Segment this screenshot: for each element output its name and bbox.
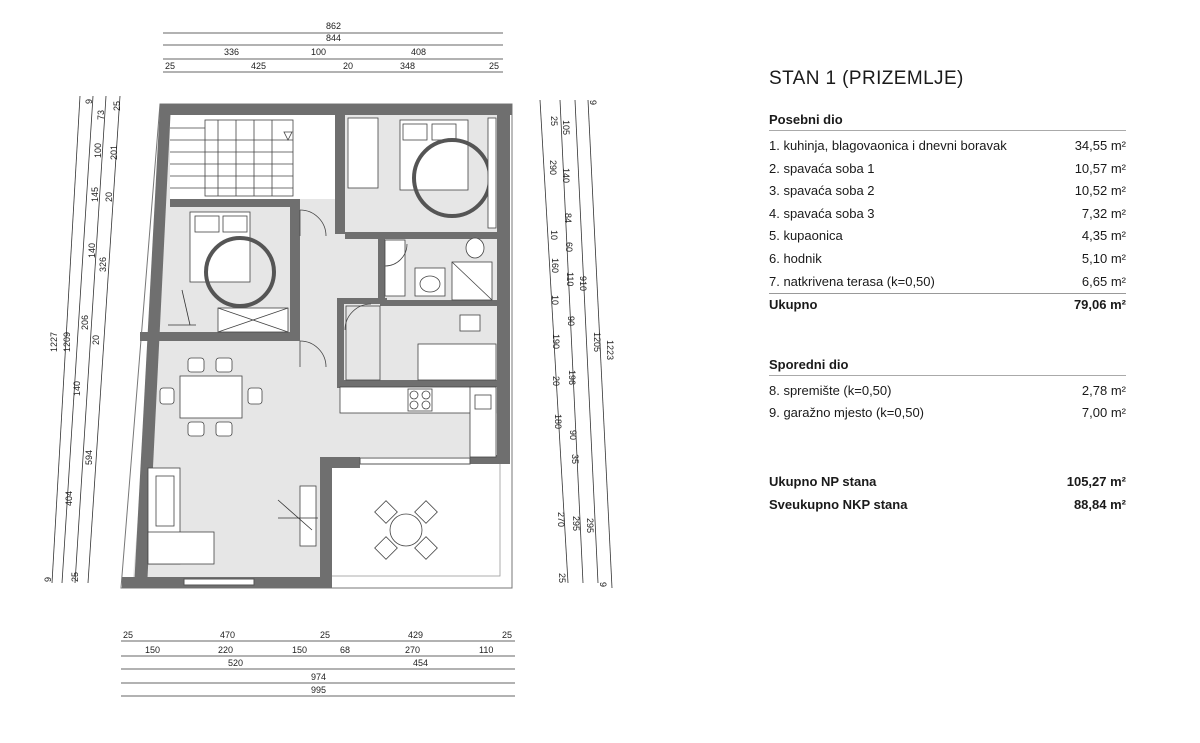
area-row bbox=[769, 248, 1126, 271]
summary-label: Ukupno NP stana bbox=[769, 473, 877, 489]
dim-top-862: 862 bbox=[326, 21, 342, 31]
dim-bottom-150a: 150 bbox=[145, 645, 161, 655]
dim-right-9b: 9 bbox=[598, 582, 608, 588]
section-posebni-heading: Posebni dio bbox=[769, 112, 1126, 131]
dim-bottom-25b: 25 bbox=[320, 630, 331, 640]
dim-top-408: 408 bbox=[411, 47, 427, 57]
dim-bottom-995: 995 bbox=[311, 685, 327, 695]
summary-row-nkp bbox=[769, 494, 1126, 517]
area-row-value: 34,55 m² bbox=[1074, 138, 1126, 153]
area-row-label: 3. spavaća soba 2 bbox=[769, 183, 875, 199]
dim-right-290: 290 bbox=[548, 160, 558, 176]
area-total-label: Ukupno bbox=[769, 297, 818, 313]
dim-right-160: 160 bbox=[550, 258, 560, 274]
area-row-label: 7. natkrivena terasa (k=0,50) bbox=[769, 273, 935, 289]
dim-right-90b: 90 bbox=[568, 430, 578, 441]
dim-right-84: 84 bbox=[563, 213, 573, 224]
dim-left-145: 145 bbox=[90, 186, 100, 202]
area-total-value: 79,06 m² bbox=[1073, 297, 1126, 313]
dim-right-196: 196 bbox=[567, 370, 577, 386]
dim-bottom-110: 110 bbox=[479, 645, 494, 655]
dim-bottom-25a: 25 bbox=[123, 630, 134, 640]
dim-bottom-68: 68 bbox=[340, 645, 351, 655]
dim-right-10a: 10 bbox=[549, 230, 559, 241]
dim-right-20: 20 bbox=[551, 376, 561, 387]
dim-left-404: 404 bbox=[64, 490, 74, 506]
dim-right-295a: 295 bbox=[571, 516, 581, 532]
dim-right-910: 910 bbox=[578, 276, 588, 292]
dim-right-9a: 9 bbox=[588, 100, 598, 106]
left-dim-labels bbox=[43, 99, 122, 582]
area-total-row bbox=[769, 293, 1126, 317]
area-row-label: 5. kupaonica bbox=[769, 228, 843, 244]
right-dim-labels bbox=[548, 100, 615, 587]
dim-left-1227: 1227 bbox=[49, 331, 59, 352]
area-row bbox=[769, 380, 1126, 403]
area-row-value: 7,32 m² bbox=[1081, 205, 1126, 221]
summary-list bbox=[769, 471, 1126, 516]
area-row-value: 10,52 m² bbox=[1074, 183, 1126, 199]
summary-label: Sveukupno NKP stana bbox=[769, 496, 908, 512]
dim-bottom-220: 220 bbox=[218, 645, 234, 655]
summary-value: 105,27 m² bbox=[1066, 473, 1126, 489]
section-posebni-list bbox=[769, 135, 1126, 317]
dim-bottom-150b: 150 bbox=[292, 645, 308, 655]
section-sporedni-list bbox=[769, 380, 1126, 425]
dim-left-25b: 25 bbox=[70, 571, 80, 582]
area-row-label: 1. kuhinja, blagovaonica i dnevni boravak bbox=[769, 138, 1007, 153]
dim-right-270: 270 bbox=[556, 512, 566, 528]
dim-right-1223: 1223 bbox=[605, 340, 615, 361]
dim-top-100: 100 bbox=[311, 47, 327, 57]
dim-right-10b: 10 bbox=[550, 295, 560, 306]
area-row bbox=[769, 180, 1126, 203]
dim-bottom-25c: 25 bbox=[502, 630, 513, 640]
dim-top-25a: 25 bbox=[165, 61, 176, 71]
dim-left-594: 594 bbox=[84, 449, 94, 465]
area-row-label: 8. spremište (k=0,50) bbox=[769, 382, 892, 398]
dim-bottom-270: 270 bbox=[405, 645, 421, 655]
area-row-label: 9. garažno mjesto (k=0,50) bbox=[769, 405, 924, 421]
dim-right-180: 180 bbox=[553, 414, 563, 430]
dim-bottom-429: 429 bbox=[408, 630, 424, 640]
area-row bbox=[769, 135, 1126, 158]
apartment-title: STAN 1 (PRIZEMLJE) bbox=[769, 68, 964, 89]
dim-left-20b: 20 bbox=[91, 334, 101, 345]
section-sporedni-heading: Sporedni dio bbox=[769, 357, 1126, 376]
dim-bottom-974: 974 bbox=[311, 672, 327, 682]
dim-bottom-454: 454 bbox=[413, 658, 429, 668]
dim-left-73: 73 bbox=[96, 109, 106, 120]
dim-left-140a: 140 bbox=[87, 242, 97, 258]
area-row-value: 7,00 m² bbox=[1081, 405, 1126, 421]
dim-right-35: 35 bbox=[570, 454, 580, 465]
dim-right-110: 110 bbox=[565, 272, 575, 287]
dim-top-844: 844 bbox=[326, 33, 342, 43]
area-row-label: 6. hodnik bbox=[769, 250, 822, 266]
area-row-value: 4,35 m² bbox=[1081, 228, 1126, 244]
dim-right-60: 60 bbox=[564, 242, 574, 253]
dim-left-9a: 9 bbox=[84, 98, 94, 104]
area-row bbox=[769, 225, 1126, 248]
dim-top-336: 336 bbox=[224, 47, 240, 57]
dim-right-190: 190 bbox=[551, 334, 561, 350]
staircase-area bbox=[170, 114, 335, 199]
area-row-label: 2. spavaća soba 1 bbox=[769, 160, 875, 176]
area-summary-panel bbox=[769, 68, 1126, 516]
area-row-value: 10,57 m² bbox=[1074, 160, 1126, 176]
area-row-value: 2,78 m² bbox=[1081, 382, 1126, 398]
area-row-label: 4. spavaća soba 3 bbox=[769, 205, 875, 221]
area-row bbox=[769, 271, 1126, 294]
dim-left-140b: 140 bbox=[72, 380, 82, 396]
area-row-value: 6,65 m² bbox=[1081, 273, 1126, 289]
dim-left-100: 100 bbox=[93, 142, 103, 158]
dim-left-326: 326 bbox=[98, 256, 108, 272]
summary-value: 88,84 m² bbox=[1073, 496, 1126, 512]
dim-right-295b: 295 bbox=[585, 518, 595, 534]
dim-left-9b: 9 bbox=[43, 576, 53, 582]
dim-right-25b: 25 bbox=[557, 573, 567, 584]
dim-bottom-470: 470 bbox=[220, 630, 236, 640]
dim-top-25b: 25 bbox=[489, 61, 500, 71]
dim-right-140: 140 bbox=[561, 168, 571, 184]
dim-top-20: 20 bbox=[343, 61, 354, 71]
dim-right-25a: 25 bbox=[549, 116, 559, 127]
dim-left-206: 206 bbox=[80, 314, 90, 330]
dim-left-25a: 25 bbox=[112, 100, 122, 111]
dim-top-348: 348 bbox=[400, 61, 416, 71]
dim-bottom-520: 520 bbox=[228, 658, 244, 668]
area-row bbox=[769, 203, 1126, 226]
area-row-value: 5,10 m² bbox=[1081, 250, 1126, 266]
dim-right-1205: 1205 bbox=[592, 332, 602, 353]
dim-left-1209: 1209 bbox=[62, 331, 72, 352]
area-row bbox=[769, 402, 1126, 425]
summary-row-np bbox=[769, 471, 1126, 494]
dim-right-90a: 90 bbox=[566, 316, 576, 327]
dim-top-425: 425 bbox=[251, 61, 267, 71]
area-row bbox=[769, 158, 1126, 181]
dim-right-105: 105 bbox=[561, 120, 571, 136]
dim-left-20a: 20 bbox=[104, 191, 114, 202]
dim-left-201: 201 bbox=[109, 144, 119, 160]
